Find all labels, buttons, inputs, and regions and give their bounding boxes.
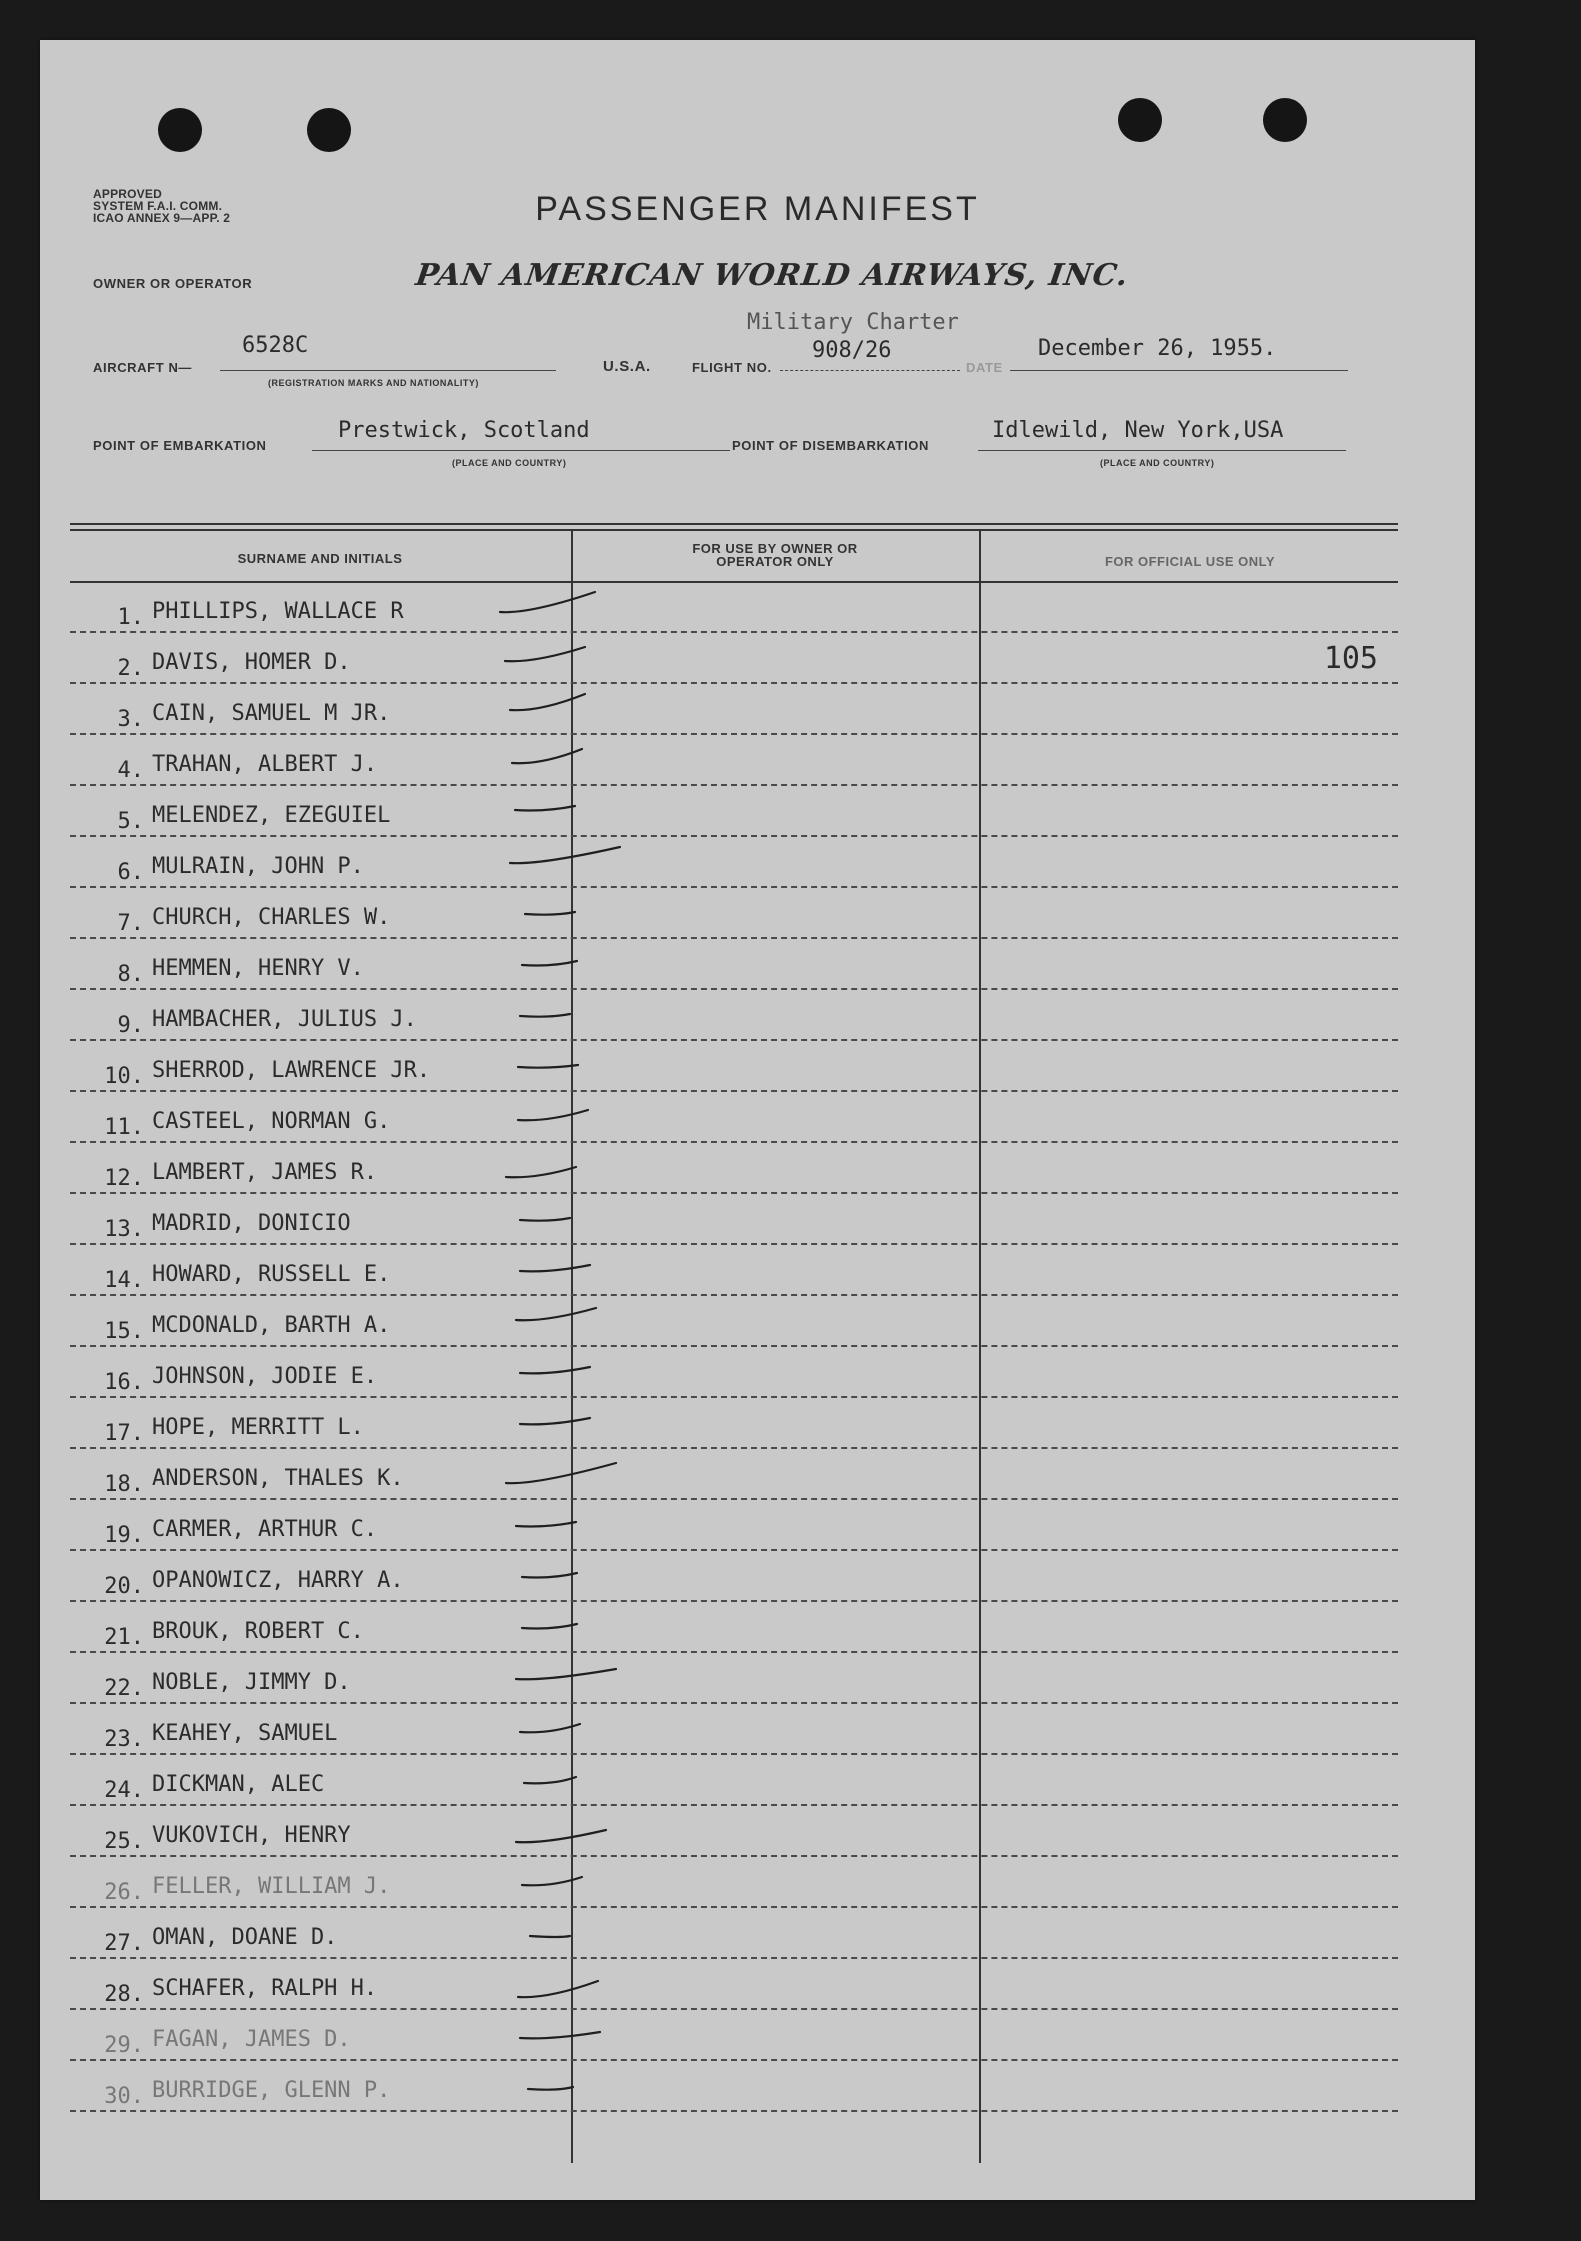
punch-hole xyxy=(1118,98,1162,142)
manifest-sheet xyxy=(40,40,1475,2200)
passenger-number: 2. xyxy=(117,656,144,681)
embarkation-underline xyxy=(312,450,730,451)
passenger-name: MCDONALD, BARTH A. xyxy=(152,1313,391,1338)
passenger-name: HOPE, MERRITT L. xyxy=(152,1415,364,1440)
passenger-name: CAIN, SAMUEL M JR. xyxy=(152,701,391,726)
table-row xyxy=(70,1500,1398,1551)
passenger-name: LAMBERT, JAMES R. xyxy=(152,1160,378,1185)
passenger-name: PHILLIPS, WALLACE R xyxy=(152,599,404,624)
passenger-name: OPANOWICZ, HARRY A. xyxy=(152,1568,404,1593)
column-header-official: FOR OFFICIAL USE ONLY xyxy=(1104,554,1276,569)
table-row xyxy=(70,1755,1398,1806)
table-row xyxy=(70,837,1398,888)
punch-hole xyxy=(307,108,351,152)
passenger-name: MULRAIN, JOHN P. xyxy=(152,854,364,879)
passenger-number: 13. xyxy=(104,1217,144,1242)
passenger-name: SCHAFER, RALPH H. xyxy=(152,1976,378,2001)
disembarkation-underline xyxy=(978,450,1346,451)
date-underline xyxy=(1010,370,1348,371)
table-row xyxy=(70,939,1398,990)
passenger-number: 21. xyxy=(104,1625,144,1650)
approval-line: ICAO ANNEX 9—APP. 2 xyxy=(93,211,231,225)
passenger-name: KEAHEY, SAMUEL xyxy=(152,1721,338,1746)
embarkation-label: POINT OF EMBARKATION xyxy=(93,438,267,453)
passenger-name: ANDERSON, THALES K. xyxy=(152,1466,404,1491)
passenger-number: 18. xyxy=(104,1472,144,1497)
table-row xyxy=(70,1806,1398,1857)
passenger-name: CHURCH, CHARLES W. xyxy=(152,905,391,930)
punch-hole xyxy=(158,108,202,152)
flight-charter-note: Military Charter xyxy=(747,310,959,335)
date-value: December 26, 1955. xyxy=(1038,336,1277,361)
table-row xyxy=(70,1857,1398,1908)
table-row xyxy=(70,1959,1398,2010)
passenger-number: 15. xyxy=(104,1319,144,1344)
passenger-name: MADRID, DONICIO xyxy=(152,1211,351,1236)
table-row xyxy=(70,1347,1398,1398)
row-rule xyxy=(70,2110,1398,2112)
passenger-number: 19. xyxy=(104,1523,144,1548)
table-row xyxy=(70,1398,1398,1449)
passenger-name: NOBLE, JIMMY D. xyxy=(152,1670,351,1695)
passenger-name: DAVIS, HOMER D. xyxy=(152,650,351,675)
passenger-name: JOHNSON, JODIE E. xyxy=(152,1364,378,1389)
passenger-name: HOWARD, RUSSELL E. xyxy=(152,1262,391,1287)
table-row xyxy=(70,1143,1398,1194)
table-row xyxy=(70,1908,1398,1959)
embarkation-value: Prestwick, Scotland xyxy=(338,418,590,443)
passenger-number: 17. xyxy=(104,1421,144,1446)
usa-label: U.S.A. xyxy=(603,358,651,375)
passenger-number: 28. xyxy=(104,1982,144,2007)
passenger-name: FELLER, WILLIAM J. xyxy=(152,1874,391,1899)
disembarkation-caption: (PLACE AND COUNTRY) xyxy=(1100,458,1215,468)
embarkation-caption: (PLACE AND COUNTRY) xyxy=(452,458,567,468)
passenger-name: VUKOVICH, HENRY xyxy=(152,1823,351,1848)
passenger-number: 5. xyxy=(117,809,144,834)
passenger-number: 20. xyxy=(104,1574,144,1599)
date-label: DATE xyxy=(966,360,1003,375)
passenger-name: BURRIDGE, GLENN P. xyxy=(152,2078,391,2103)
passenger-number: 14. xyxy=(104,1268,144,1293)
table-row xyxy=(70,1551,1398,1602)
passenger-name: HEMMEN, HENRY V. xyxy=(152,956,364,981)
disembarkation-value: Idlewild, New York,USA xyxy=(992,418,1284,443)
table-row xyxy=(70,1602,1398,1653)
flight-label: FLIGHT NO. xyxy=(692,360,772,375)
punch-hole xyxy=(1263,98,1307,142)
table-row xyxy=(70,2010,1398,2061)
table-row xyxy=(70,684,1398,735)
passenger-name: FAGAN, JAMES D. xyxy=(152,2027,351,2052)
passenger-number: 23. xyxy=(104,1727,144,1752)
flight-underline xyxy=(780,370,960,371)
page-title: PASSENGER MANIFEST xyxy=(535,190,980,228)
passenger-number: 4. xyxy=(117,758,144,783)
table-top-rule xyxy=(70,523,1398,525)
passenger-number: 6. xyxy=(117,860,144,885)
passenger-number: 29. xyxy=(104,2033,144,2058)
official-use-value: 105 xyxy=(1323,641,1378,676)
table-row xyxy=(70,582,1398,633)
passenger-number: 27. xyxy=(104,1931,144,1956)
table-row xyxy=(70,786,1398,837)
table-row xyxy=(70,1449,1398,1500)
passenger-number: 11. xyxy=(104,1115,144,1140)
passenger-name: OMAN, DOANE D. xyxy=(152,1925,338,1950)
column-header-operator: FOR USE BY OWNER OR OPERATOR ONLY xyxy=(692,541,858,569)
passenger-name: CARMER, ARTHUR C. xyxy=(152,1517,378,1542)
table-row xyxy=(70,1194,1398,1245)
table-row xyxy=(70,1245,1398,1296)
passenger-number: 9. xyxy=(117,1013,144,1038)
passenger-number: 7. xyxy=(117,911,144,936)
table-row xyxy=(70,990,1398,1041)
airline-name: PAN AMERICAN WORLD AIRWAYS, INC. xyxy=(413,258,1131,293)
passenger-number: 3. xyxy=(117,707,144,732)
owner-label: OWNER OR OPERATOR xyxy=(93,276,253,291)
passenger-name: SHERROD, LAWRENCE JR. xyxy=(152,1058,431,1083)
table-row xyxy=(70,1092,1398,1143)
flight-value: 908/26 xyxy=(812,338,892,363)
table-row xyxy=(70,1296,1398,1347)
aircraft-underline xyxy=(220,370,556,371)
approval-line: APPROVED xyxy=(93,187,162,201)
approval-line: SYSTEM F.A.I. COMM. xyxy=(93,199,223,213)
table-row xyxy=(70,1653,1398,1704)
passenger-number: 8. xyxy=(117,962,144,987)
passenger-number: 1. xyxy=(117,605,144,630)
registration-caption: (REGISTRATION MARKS AND NATIONALITY) xyxy=(268,378,479,388)
table-row xyxy=(70,2061,1398,2112)
passenger-name: MELENDEZ, EZEGUIEL xyxy=(152,803,391,828)
passenger-name: CASTEEL, NORMAN G. xyxy=(152,1109,391,1134)
table-row xyxy=(70,1041,1398,1092)
passenger-number: 26. xyxy=(104,1880,144,1905)
disembarkation-label: POINT OF DISEMBARKATION xyxy=(732,438,929,453)
passenger-number: 22. xyxy=(104,1676,144,1701)
aircraft-label: AIRCRAFT N— xyxy=(93,360,193,375)
table-row xyxy=(70,633,1398,684)
table-top-rule xyxy=(70,529,1398,531)
column-header-surname: SURNAME AND INITIALS xyxy=(237,551,403,566)
passenger-number: 25. xyxy=(104,1829,144,1854)
passenger-number: 16. xyxy=(104,1370,144,1395)
table-row xyxy=(70,1704,1398,1755)
passenger-number: 10. xyxy=(104,1064,144,1089)
passenger-name: TRAHAN, ALBERT J. xyxy=(152,752,378,777)
passenger-number: 24. xyxy=(104,1778,144,1803)
passenger-number: 12. xyxy=(104,1166,144,1191)
aircraft-value: 6528C xyxy=(242,333,309,358)
table-row xyxy=(70,735,1398,786)
passenger-name: HAMBACHER, JULIUS J. xyxy=(152,1007,417,1032)
passenger-name: DICKMAN, ALEC xyxy=(152,1772,325,1797)
passenger-name: BROUK, ROBERT C. xyxy=(152,1619,364,1644)
table-row xyxy=(70,888,1398,939)
passenger-number: 30. xyxy=(104,2084,144,2109)
